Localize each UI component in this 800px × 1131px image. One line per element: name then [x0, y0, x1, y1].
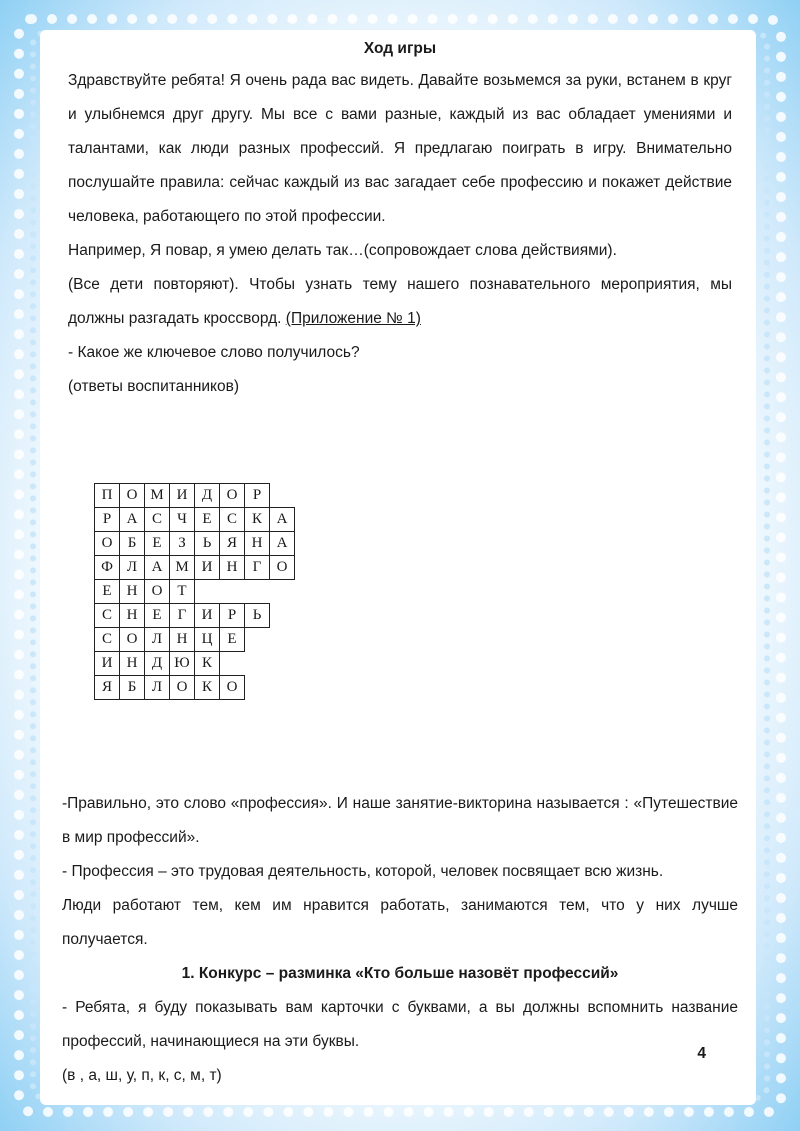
crossword-cell: О	[120, 628, 145, 652]
crossword-empty	[270, 484, 295, 508]
crossword-empty	[245, 628, 270, 652]
crossword-empty	[270, 628, 295, 652]
answers-text: (ответы воспитанников)	[68, 378, 240, 395]
crossword-empty	[270, 580, 295, 604]
crossword-row	[95, 508, 295, 532]
page-number: 4	[697, 1045, 706, 1062]
crossword-cell: Б	[120, 676, 145, 700]
crossword-cell: О	[220, 676, 245, 700]
crossword-cell: А	[270, 532, 295, 556]
crossword-cell: С	[95, 604, 120, 628]
crossword-cell: Ч	[170, 508, 195, 532]
crossword-cell: И	[195, 556, 220, 580]
crossword-text: (Все дети повторяют). Чтобы узнать тему нашего познавательного мероприятия, мы должны разгадать кроссворд.	[68, 276, 732, 327]
crossword-cell: О	[220, 484, 245, 508]
crossword-cell: Е	[145, 604, 170, 628]
crossword-cell: И	[195, 604, 220, 628]
crossword-cell: Е	[145, 532, 170, 556]
crossword-cell: О	[145, 580, 170, 604]
crossword-cell: А	[270, 508, 295, 532]
crossword-empty	[270, 604, 295, 628]
people-paragraph: Люди работают тем, кем им нравится работать, занимаются тем, что у них лучше получается.	[62, 897, 738, 948]
crossword-empty	[220, 580, 245, 604]
crossword-row	[95, 556, 295, 580]
crossword-row	[95, 652, 295, 676]
crossword-cell: Н	[170, 628, 195, 652]
crossword-cell: Я	[220, 532, 245, 556]
crossword-cell: О	[95, 532, 120, 556]
crossword-cell: Я	[95, 676, 120, 700]
crossword-empty	[270, 652, 295, 676]
crossword-cell: К	[245, 508, 270, 532]
crossword-empty	[270, 676, 295, 700]
crossword-cell: Ь	[245, 604, 270, 628]
crossword-cell: Р	[95, 508, 120, 532]
crossword-cell: Н	[120, 604, 145, 628]
crossword-cell: Л	[145, 676, 170, 700]
document-page	[40, 30, 756, 1105]
crossword-cell: Ь	[195, 532, 220, 556]
main-section	[62, 787, 738, 1093]
letters-list: (в , а, ш, у, п, к, с, м, т)	[62, 1067, 222, 1084]
intro-section	[68, 40, 732, 404]
crossword-row	[95, 532, 295, 556]
crossword-cell: М	[145, 484, 170, 508]
crossword-empty	[220, 652, 245, 676]
crossword-cell: Л	[145, 628, 170, 652]
crossword-cell: К	[195, 652, 220, 676]
crossword-cell: П	[95, 484, 120, 508]
crossword-row	[95, 580, 295, 604]
crossword-cell: Г	[170, 604, 195, 628]
crossword-cell: Д	[195, 484, 220, 508]
crossword-empty	[245, 676, 270, 700]
crossword-cell: О	[270, 556, 295, 580]
question-text: - Какое же ключевое слово получилось?	[68, 344, 360, 361]
answer-paragraph: -Правильно, это слово «профессия». И наше занятие-викторина называется : «Путешествие в мир профессий».	[62, 795, 738, 846]
crossword-cell: Е	[195, 508, 220, 532]
crossword-cell: М	[170, 556, 195, 580]
crossword-cell: А	[120, 508, 145, 532]
crossword-cell: Е	[220, 628, 245, 652]
crossword-cell: О	[120, 484, 145, 508]
crossword-cell: Р	[245, 484, 270, 508]
crossword-cell: Е	[95, 580, 120, 604]
crossword-cell: Ю	[170, 652, 195, 676]
crossword-cell: О	[170, 676, 195, 700]
crossword-empty	[245, 652, 270, 676]
crossword-cell: С	[145, 508, 170, 532]
definition-paragraph: - Профессия – это трудовая деятельность, которой, человек посвящает всю жизнь.	[62, 863, 664, 880]
crossword-grid	[94, 483, 295, 700]
crossword-cell: Р	[220, 604, 245, 628]
example-paragraph: Например, Я повар, я умею делать так…(сопровождает слова действиями).	[68, 242, 617, 259]
crossword-cell: И	[170, 484, 195, 508]
crossword-cell: Н	[245, 532, 270, 556]
crossword-cell: Н	[120, 652, 145, 676]
crossword-row	[95, 604, 295, 628]
contest-heading: 1. Конкурс – разминка «Кто больше назовёт профессий»	[181, 965, 619, 982]
crossword-cell: Г	[245, 556, 270, 580]
crossword-cell: Ф	[95, 556, 120, 580]
crossword-row	[95, 484, 295, 508]
crossword-cell: Л	[120, 556, 145, 580]
crossword-row	[95, 676, 295, 700]
crossword-empty	[195, 580, 220, 604]
crossword-cell: Д	[145, 652, 170, 676]
crossword-cell: Т	[170, 580, 195, 604]
crossword-cell: Б	[120, 532, 145, 556]
crossword-empty	[245, 580, 270, 604]
crossword-paragraph	[68, 268, 732, 336]
instructions-paragraph: - Ребята, я буду показывать вам карточки с буквами, а вы должны вспомнить название профессий, начинающиеся на эти буквы.	[62, 999, 738, 1050]
crossword-cell: Н	[220, 556, 245, 580]
crossword-cell: З	[170, 532, 195, 556]
crossword-cell: К	[195, 676, 220, 700]
intro-paragraph: Здравствуйте ребята! Я очень рада вас видеть. Давайте возьмемся за руки, встанем в круг и улыбнемся друг другу. Мы все с вами разные, каждый из вас обладает умениями и талантами, как люди разных профессий. Я предлагаю поиграть в игру. Внимательно послушайте правила: сейчас каждый из вас загадает себе профессию и покажет действие человека, работающего по этой профессии.	[68, 72, 732, 225]
crossword-table	[94, 483, 295, 700]
crossword-cell: И	[95, 652, 120, 676]
page-title: Ход игры	[363, 40, 437, 57]
crossword-cell: С	[95, 628, 120, 652]
crossword-cell: С	[220, 508, 245, 532]
appendix-link[interactable]: (Приложение № 1)	[285, 310, 421, 327]
crossword-row	[95, 628, 295, 652]
crossword-cell: Ц	[195, 628, 220, 652]
crossword-cell: А	[145, 556, 170, 580]
crossword-cell: Н	[120, 580, 145, 604]
